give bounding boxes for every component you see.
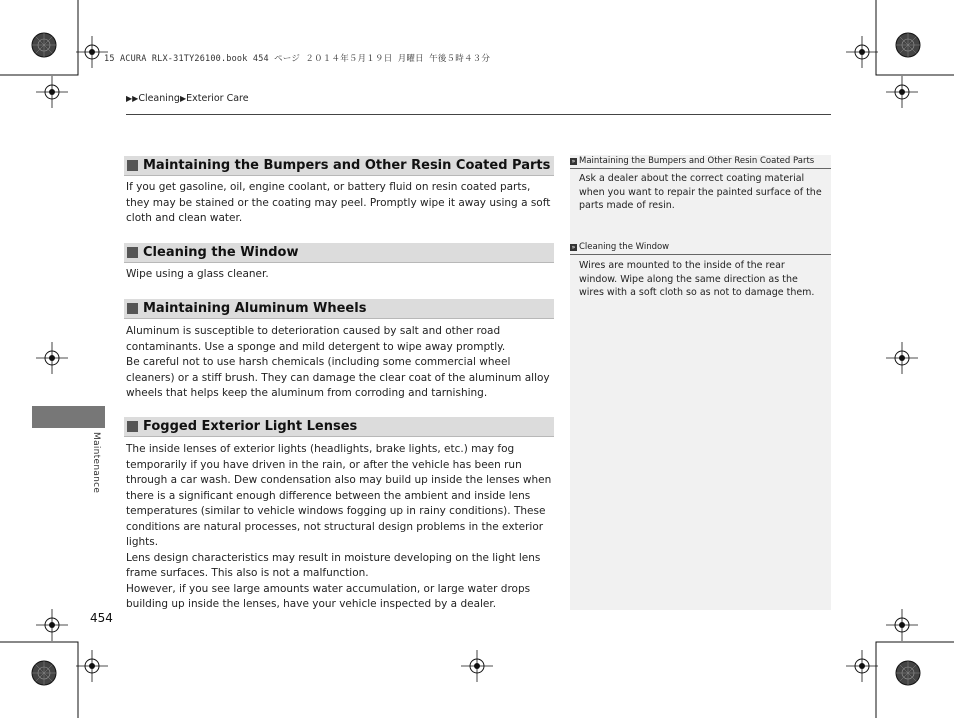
breadcrumb-arrows: ▶▶ [126,94,139,103]
side-notes-panel [570,155,831,610]
paragraph: Lens design characteristics may result in moisture developing on the light lens frame surfaces. This also is not a malfunction. [126,551,541,579]
paragraph: However, if you see large amounts water accumulation, or large water drops building up inside the lenses, have your vehicle inspected by a dealer. [126,582,531,610]
section-heading-wheels [124,299,554,319]
note-arrow-icon: » [571,157,576,165]
heading-square-icon [127,160,138,171]
paragraph: The inside lenses of exterior lights (headlights, brake lights, etc.) may fog temporarily if you have driven in the rain, or after the vehicle has been run through a car wash. Dew condensation also may build up inside the lenses when there is a significant enough difference between the ambient and inside lens temperatures (similar to vehicle windows fogging up in rainy conditions). These conditions are natural processes, not structural design problems in the exterior lights. [126,443,552,548]
section-heading-text: Cleaning the Window [143,245,299,260]
section-heading-window [124,243,554,263]
paragraph: Aluminum is susceptible to deterioration caused by salt and other road contaminants. Use a sponge and mild detergent to wipe away promptly. [126,325,506,353]
section-heading-text: Maintaining the Bumpers and Other Resin Coated Parts [143,158,551,173]
heading-square-icon [127,247,138,258]
section-heading-text: Maintaining Aluminum Wheels [143,301,367,316]
note-title-window [570,242,831,255]
note-title-text: Maintaining the Bumpers and Other Resin Coated Parts [579,156,815,166]
section-body-lenses [126,442,556,613]
breadcrumb-separator: ▶ [179,94,187,103]
note-title-text: Cleaning the Window [579,242,670,252]
heading-square-icon [127,421,138,432]
paragraph: Wipe using a glass cleaner. [126,268,269,280]
note-title-bumpers [570,156,831,169]
heading-square-icon [127,303,138,314]
breadcrumb-parent-link[interactable]: Cleaning [138,93,180,104]
chapter-tab-label: Maintenance [91,432,101,494]
note-arrow-icon: » [571,243,576,251]
header-rule [126,114,831,115]
note-text-window: Wires are mounted to the inside of the rear window. Wipe along the same direction as the wires with a soft cloth so as not to damage them. [579,260,815,298]
breadcrumb [126,93,249,104]
section-body-window [126,267,556,283]
section-body-bumpers [126,180,556,227]
breadcrumb-current: Exterior Care [186,93,249,104]
section-heading-text: Fogged Exterior Light Lenses [143,419,358,434]
paragraph: Be careful not to use harsh chemicals (including some commercial wheel cleaners) or a stiff brush. They can damage the clear coat of the aluminum alloy wheels that helps keep the aluminum from corroding and tarnishing. [126,356,550,399]
paragraph: If you get gasoline, oil, engine coolant, or battery fluid on resin coated parts, they may be stained or the coating may peel. Promptly wipe it away using a soft cloth and clean water. [126,181,551,224]
section-heading-lenses [124,417,554,437]
page-number: 454 [90,611,113,625]
section-heading-bumpers [124,156,554,176]
printer-info-line: 15 ACURA RLX-31TY26100.book 454 ページ ２０１４年５月１９日 月曜日 午後５時４３分 [104,54,491,64]
section-body-wheels [126,324,556,402]
note-text-bumpers: Ask a dealer about the correct coating material when you want to repair the painted surface of the parts made of resin. [579,173,822,211]
chapter-tab[interactable] [32,406,105,428]
